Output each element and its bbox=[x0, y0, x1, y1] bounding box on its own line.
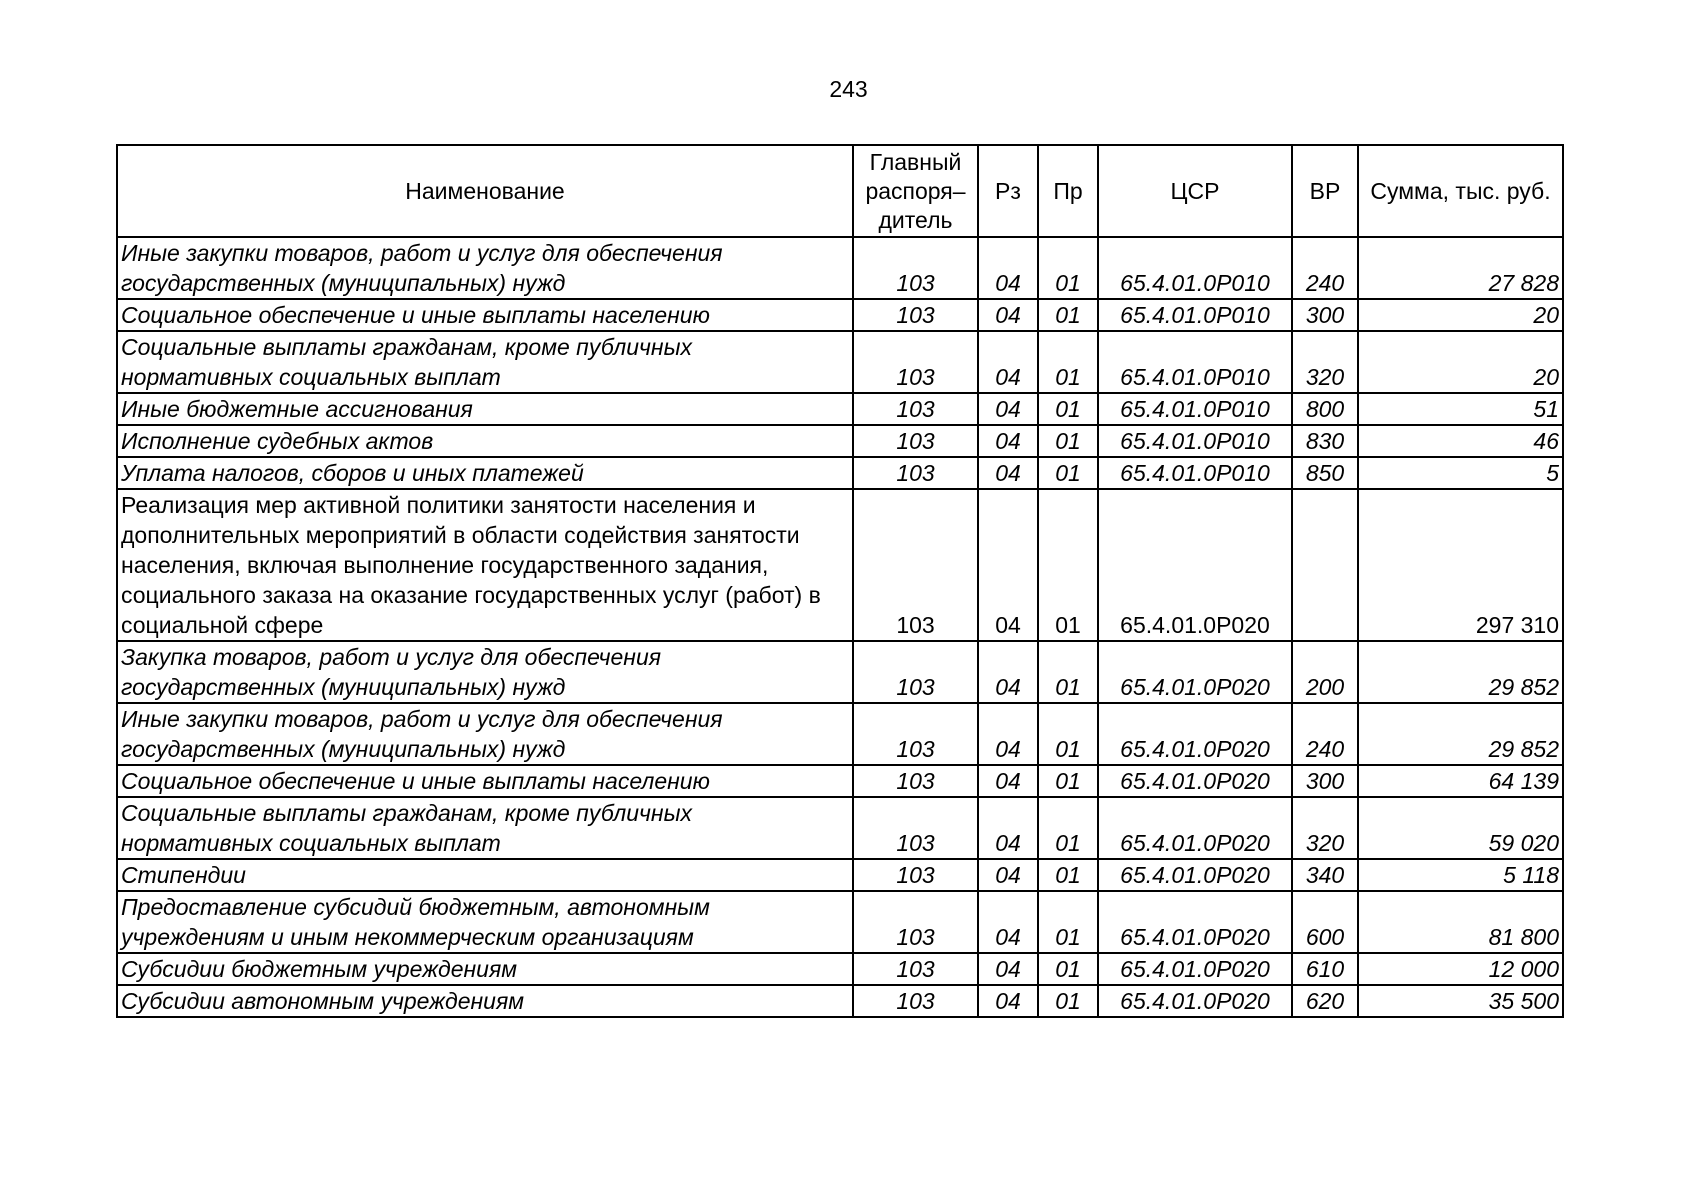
table-row bbox=[117, 425, 1563, 457]
cell-pr: 01 bbox=[1038, 457, 1098, 489]
cell-vr: 200 bbox=[1292, 641, 1358, 703]
cell-vr: 240 bbox=[1292, 703, 1358, 765]
header-pr: Пр bbox=[1038, 145, 1098, 237]
cell-rz: 04 bbox=[978, 703, 1038, 765]
cell-sum: 51 bbox=[1358, 393, 1563, 425]
cell-rz: 04 bbox=[978, 985, 1038, 1017]
cell-rz: 04 bbox=[978, 393, 1038, 425]
table-row bbox=[117, 703, 1563, 765]
cell-name: Стипендии bbox=[117, 859, 853, 891]
cell-csr: 65.4.01.0Р010 bbox=[1098, 299, 1292, 331]
cell-sum: 27 828 bbox=[1358, 237, 1563, 299]
header-name: Наименование bbox=[117, 145, 853, 237]
cell-pr: 01 bbox=[1038, 703, 1098, 765]
cell-csr: 65.4.01.0Р020 bbox=[1098, 953, 1292, 985]
cell-pr: 01 bbox=[1038, 299, 1098, 331]
cell-grbs: 103 bbox=[853, 299, 978, 331]
header-grbs: Главный распоря– дитель bbox=[853, 145, 978, 237]
cell-name: Иные закупки товаров, работ и услуг для обеспечения государственных (муниципальных) нужд bbox=[117, 237, 853, 299]
table-row bbox=[117, 299, 1563, 331]
table-row bbox=[117, 797, 1563, 859]
cell-name: Исполнение судебных актов bbox=[117, 425, 853, 457]
table-row bbox=[117, 489, 1563, 641]
cell-pr: 01 bbox=[1038, 237, 1098, 299]
cell-pr: 01 bbox=[1038, 489, 1098, 641]
cell-grbs: 103 bbox=[853, 331, 978, 393]
cell-vr bbox=[1292, 489, 1358, 641]
cell-sum: 46 bbox=[1358, 425, 1563, 457]
cell-sum: 297 310 bbox=[1358, 489, 1563, 641]
cell-grbs: 103 bbox=[853, 237, 978, 299]
cell-grbs: 103 bbox=[853, 891, 978, 953]
cell-sum: 81 800 bbox=[1358, 891, 1563, 953]
cell-sum: 5 bbox=[1358, 457, 1563, 489]
cell-csr: 65.4.01.0Р020 bbox=[1098, 891, 1292, 953]
cell-pr: 01 bbox=[1038, 331, 1098, 393]
cell-sum: 59 020 bbox=[1358, 797, 1563, 859]
header-vr: ВР bbox=[1292, 145, 1358, 237]
cell-sum: 12 000 bbox=[1358, 953, 1563, 985]
cell-name: Реализация мер активной политики занятости населения и дополнительных мероприятий в области содействия занятости населения, включая выполнение государственного задания, социального заказа на оказание государственных услуг (работ) в социальной сфере bbox=[117, 489, 853, 641]
cell-grbs: 103 bbox=[853, 765, 978, 797]
cell-name: Социальные выплаты гражданам, кроме публичных нормативных социальных выплат bbox=[117, 331, 853, 393]
cell-pr: 01 bbox=[1038, 859, 1098, 891]
cell-rz: 04 bbox=[978, 765, 1038, 797]
table-body bbox=[117, 237, 1563, 1017]
cell-grbs: 103 bbox=[853, 797, 978, 859]
cell-sum: 29 852 bbox=[1358, 703, 1563, 765]
header-rz: Рз bbox=[978, 145, 1038, 237]
cell-csr: 65.4.01.0Р020 bbox=[1098, 703, 1292, 765]
cell-vr: 610 bbox=[1292, 953, 1358, 985]
cell-pr: 01 bbox=[1038, 425, 1098, 457]
cell-pr: 01 bbox=[1038, 891, 1098, 953]
table-row bbox=[117, 985, 1563, 1017]
cell-rz: 04 bbox=[978, 953, 1038, 985]
cell-csr: 65.4.01.0Р020 bbox=[1098, 641, 1292, 703]
cell-grbs: 103 bbox=[853, 457, 978, 489]
cell-rz: 04 bbox=[978, 859, 1038, 891]
cell-pr: 01 bbox=[1038, 765, 1098, 797]
cell-pr: 01 bbox=[1038, 953, 1098, 985]
cell-sum: 64 139 bbox=[1358, 765, 1563, 797]
cell-pr: 01 bbox=[1038, 641, 1098, 703]
cell-csr: 65.4.01.0Р010 bbox=[1098, 237, 1292, 299]
cell-grbs: 103 bbox=[853, 985, 978, 1017]
cell-rz: 04 bbox=[978, 641, 1038, 703]
cell-name: Предоставление субсидий бюджетным, автономным учреждениям и иным некоммерческим организациям bbox=[117, 891, 853, 953]
table-row bbox=[117, 953, 1563, 985]
table-row bbox=[117, 765, 1563, 797]
cell-grbs: 103 bbox=[853, 859, 978, 891]
cell-csr: 65.4.01.0Р010 bbox=[1098, 425, 1292, 457]
cell-vr: 850 bbox=[1292, 457, 1358, 489]
cell-vr: 800 bbox=[1292, 393, 1358, 425]
cell-name: Закупка товаров, работ и услуг для обеспечения государственных (муниципальных) нужд bbox=[117, 641, 853, 703]
cell-name: Социальные выплаты гражданам, кроме публичных нормативных социальных выплат bbox=[117, 797, 853, 859]
cell-vr: 300 bbox=[1292, 765, 1358, 797]
header-sum: Сумма, тыс. руб. bbox=[1358, 145, 1563, 237]
cell-csr: 65.4.01.0Р010 bbox=[1098, 457, 1292, 489]
cell-rz: 04 bbox=[978, 425, 1038, 457]
cell-vr: 830 bbox=[1292, 425, 1358, 457]
cell-pr: 01 bbox=[1038, 985, 1098, 1017]
cell-csr: 65.4.01.0Р020 bbox=[1098, 797, 1292, 859]
table-row bbox=[117, 457, 1563, 489]
cell-vr: 600 bbox=[1292, 891, 1358, 953]
header-csr: ЦСР bbox=[1098, 145, 1292, 237]
cell-grbs: 103 bbox=[853, 703, 978, 765]
cell-sum: 20 bbox=[1358, 331, 1563, 393]
cell-name: Иные бюджетные ассигнования bbox=[117, 393, 853, 425]
cell-rz: 04 bbox=[978, 489, 1038, 641]
table-row bbox=[117, 331, 1563, 393]
cell-rz: 04 bbox=[978, 331, 1038, 393]
cell-rz: 04 bbox=[978, 237, 1038, 299]
cell-sum: 5 118 bbox=[1358, 859, 1563, 891]
cell-grbs: 103 bbox=[853, 641, 978, 703]
cell-pr: 01 bbox=[1038, 797, 1098, 859]
cell-csr: 65.4.01.0Р020 bbox=[1098, 859, 1292, 891]
cell-vr: 300 bbox=[1292, 299, 1358, 331]
cell-csr: 65.4.01.0Р010 bbox=[1098, 393, 1292, 425]
table-row bbox=[117, 859, 1563, 891]
cell-rz: 04 bbox=[978, 299, 1038, 331]
cell-vr: 320 bbox=[1292, 331, 1358, 393]
table-row bbox=[117, 393, 1563, 425]
cell-grbs: 103 bbox=[853, 393, 978, 425]
cell-name: Социальное обеспечение и иные выплаты населению bbox=[117, 765, 853, 797]
table-row bbox=[117, 237, 1563, 299]
cell-vr: 620 bbox=[1292, 985, 1358, 1017]
cell-name: Иные закупки товаров, работ и услуг для обеспечения государственных (муниципальных) нужд bbox=[117, 703, 853, 765]
cell-vr: 320 bbox=[1292, 797, 1358, 859]
table-header-row bbox=[117, 145, 1563, 237]
cell-grbs: 103 bbox=[853, 489, 978, 641]
cell-grbs: 103 bbox=[853, 953, 978, 985]
cell-csr: 65.4.01.0Р020 bbox=[1098, 765, 1292, 797]
cell-rz: 04 bbox=[978, 891, 1038, 953]
cell-vr: 240 bbox=[1292, 237, 1358, 299]
cell-csr: 65.4.01.0Р020 bbox=[1098, 985, 1292, 1017]
cell-sum: 29 852 bbox=[1358, 641, 1563, 703]
cell-rz: 04 bbox=[978, 797, 1038, 859]
table-row bbox=[117, 641, 1563, 703]
cell-pr: 01 bbox=[1038, 393, 1098, 425]
cell-csr: 65.4.01.0Р020 bbox=[1098, 489, 1292, 641]
cell-name: Субсидии бюджетным учреждениям bbox=[117, 953, 853, 985]
cell-grbs: 103 bbox=[853, 425, 978, 457]
cell-sum: 35 500 bbox=[1358, 985, 1563, 1017]
budget-table bbox=[116, 144, 1564, 1018]
cell-vr: 340 bbox=[1292, 859, 1358, 891]
cell-csr: 65.4.01.0Р010 bbox=[1098, 331, 1292, 393]
cell-sum: 20 bbox=[1358, 299, 1563, 331]
cell-name: Субсидии автономным учреждениям bbox=[117, 985, 853, 1017]
cell-name: Социальное обеспечение и иные выплаты населению bbox=[117, 299, 853, 331]
table-row bbox=[117, 891, 1563, 953]
page-number: 243 bbox=[829, 76, 868, 102]
cell-rz: 04 bbox=[978, 457, 1038, 489]
cell-name: Уплата налогов, сборов и иных платежей bbox=[117, 457, 853, 489]
